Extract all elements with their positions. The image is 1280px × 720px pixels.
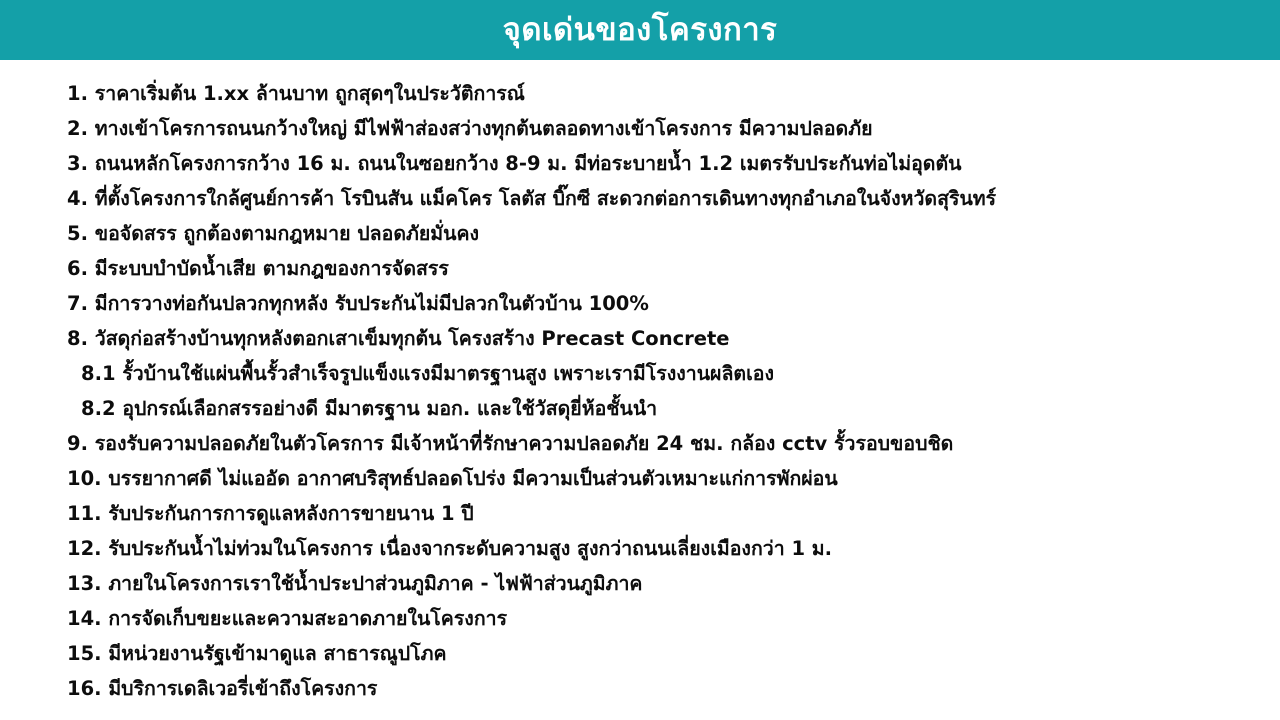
list-item: 12. รับประกันน้ำไม่ท่วมในโครงการ เนื่องจากระดับความสูง สูงกว่าถนนเลี่ยงเมืองกว่า 1 ม.	[67, 537, 833, 560]
sub-list-item: 8.2 อุปกรณ์เลือกสรรอย่างดี มีมาตรฐาน มอก. และใช้วัสดุยี่ห้อชั้นนำ	[81, 397, 658, 420]
list-item: 9. รองรับความปลอดภัยในตัวโครการ มีเจ้าหน้าที่รักษาความปลอดภัย 24 ชม. กล้อง cctv รั้วรอบขอบชิด	[67, 432, 954, 455]
sub-list-item: 8.1 รั้วบ้านใช้แผ่นพื้นรั้วสำเร็จรูปแข็งแรงมีมาตรฐานสูง เพราะเรามีโรงงานผลิตเอง	[81, 362, 774, 385]
header-bar	[0, 0, 1280, 60]
list-item: 2. ทางเข้าโครการถนนกว้างใหญ่ มีไฟฟ้าส่องสว่างทุกต้นตลอดทางเข้าโครงการ มีความปลอดภัย	[67, 117, 873, 140]
list-item: 1. ราคาเริ่มต้น 1.xx ล้านบาท ถูกสุดๆในประวัติการณ์	[67, 82, 525, 105]
list-item: 11. รับประกันการการดูแลหลังการขายนาน 1 ปี	[67, 502, 474, 525]
list-item: 6. มีระบบบำบัดน้ำเสีย ตามกฎของการจัดสรร	[67, 257, 449, 280]
list-item: 5. ขอจัดสรร ถูกต้องตามกฎหมาย ปลอดภัยมั่นคง	[67, 222, 480, 245]
list-item: 3. ถนนหลักโครงการกว้าง 16 ม. ถนนในซอยกว้าง 8-9 ม. มีท่อระบายน้ำ 1.2 เมตรรับประกันท่อไม่อุดตัน	[67, 152, 962, 175]
highlights-list	[67, 76, 1257, 706]
page-title: จุดเด่นของโครงการ	[502, 12, 778, 48]
list-item: 16. มีบริการเดลิเวอรี่เข้าถึงโครงการ	[67, 677, 378, 700]
list-item: 15. มีหน่วยงานรัฐเข้ามาดูแล สาธารณูปโภค	[67, 642, 447, 665]
list-item: 13. ภายในโครงการเราใช้น้ำประปาส่วนภูมิภาค - ไฟฟ้าส่วนภูมิภาค	[67, 572, 643, 595]
list-item: 14. การจัดเก็บขยะและความสะอาดภายในโครงการ	[67, 607, 508, 630]
list-item: 8. วัสดุก่อสร้างบ้านทุกหลังตอกเสาเข็มทุกต้น โครงสร้าง Precast Concrete	[67, 327, 730, 350]
list-item: 7. มีการวางท่อกันปลวกทุกหลัง รับประกันไม่มีปลวกในตัวบ้าน 100%	[67, 292, 649, 315]
list-item: 10. บรรยากาศดี ไม่แออัด อากาศบริสุทธ์ปลอดโปร่ง มีความเป็นส่วนตัวเหมาะแก่การพักผ่อน	[67, 467, 838, 490]
list-item: 4. ที่ตั้งโครงการใกล้ศูนย์การค้า โรบินสัน แม็คโคร โลตัส บิ๊กซี สะดวกต่อการเดินทางทุกอำเภอในจังหวัดสุรินทร์	[67, 187, 997, 210]
